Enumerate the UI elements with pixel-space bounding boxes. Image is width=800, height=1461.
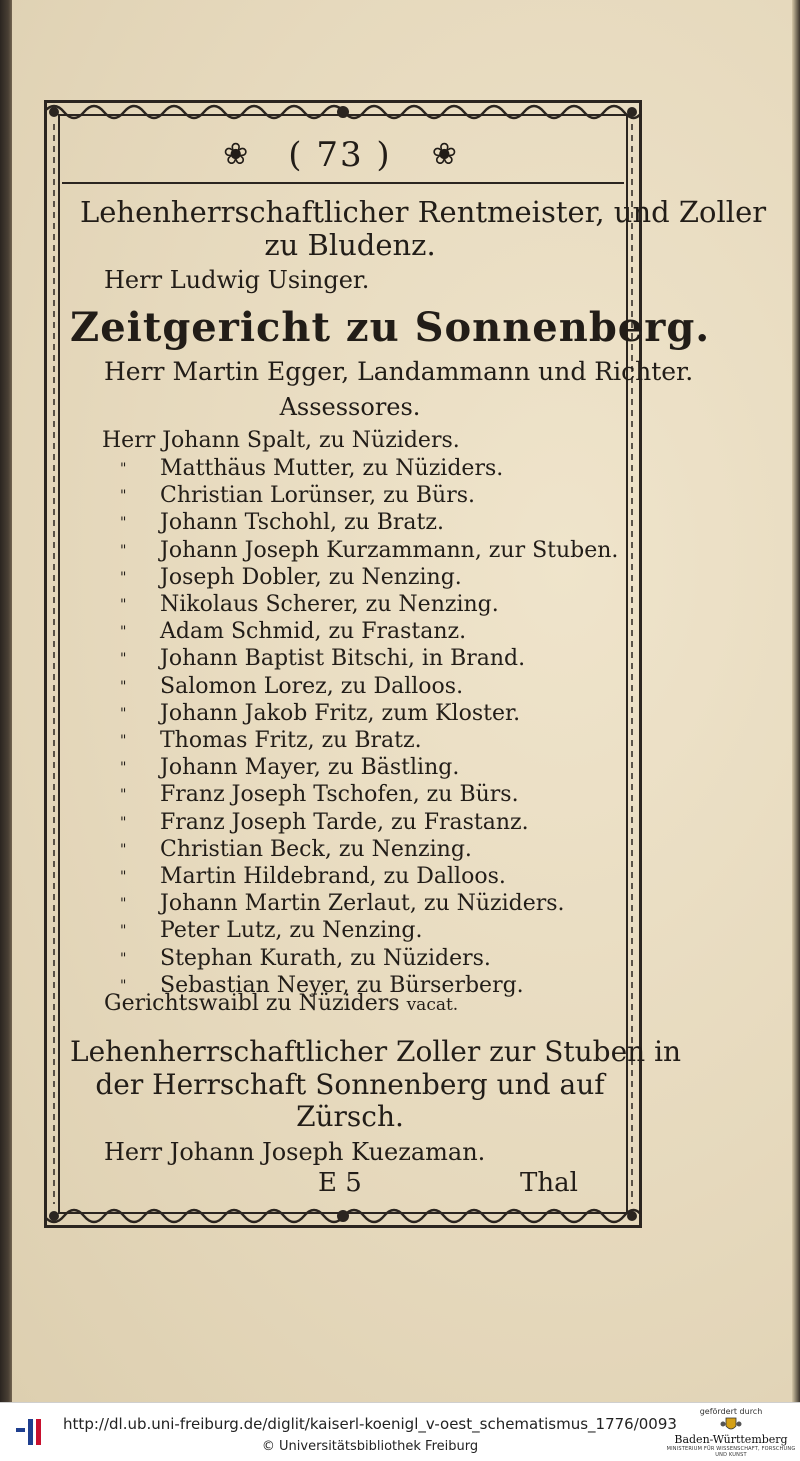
assessor-lead: Herr Johann Spalt, zu Nüziders. xyxy=(102,428,460,453)
assessor-entry xyxy=(120,564,462,591)
ornament-border-bottom xyxy=(44,1204,642,1228)
assessor-entry xyxy=(120,727,422,754)
ditto-mark: " xyxy=(120,895,127,912)
assessor-name: Johann Baptist Bitschi, in Brand. xyxy=(160,646,526,671)
ditto-mark: " xyxy=(120,650,127,667)
ditto-mark: " xyxy=(120,841,127,858)
section2-judge: Herr Martin Egger, Landammann und Richter. xyxy=(104,357,694,386)
assessor-entry xyxy=(120,754,459,781)
assessor-entry xyxy=(120,591,499,618)
page-header xyxy=(150,130,530,180)
ditto-mark: " xyxy=(120,868,127,885)
section3-title-line3: Zürsch. xyxy=(296,1100,404,1133)
assessor-entry xyxy=(120,455,503,482)
assessor-entry xyxy=(120,863,506,890)
flower-ornament-icon: ❀ xyxy=(431,137,457,172)
page-edge xyxy=(792,0,800,1402)
section3-person: Herr Johann Joseph Kuezaman. xyxy=(104,1138,486,1166)
signature-mark: E 5 xyxy=(318,1168,362,1198)
assessor-name: Johann Tschohl, zu Bratz. xyxy=(160,510,444,535)
section1-title-line2: zu Bludenz. xyxy=(264,228,436,262)
ditto-mark: " xyxy=(120,705,127,722)
ditto-mark: " xyxy=(120,759,127,776)
vacat-note: vacat. xyxy=(406,995,459,1015)
flower-ornament-icon: ❀ xyxy=(223,137,249,172)
viewer-footer xyxy=(0,1402,800,1461)
sponsor-badge xyxy=(666,1407,796,1459)
section1-person: Herr Ludwig Usinger. xyxy=(104,266,370,294)
ditto-mark: " xyxy=(120,950,127,967)
assessor-name: Thomas Fritz, zu Bratz. xyxy=(160,728,422,753)
assessor-name: Peter Lutz, zu Nenzing. xyxy=(160,918,423,943)
ditto-mark: " xyxy=(120,977,127,994)
assessor-name: Johann Joseph Kurzammann, zur Stuben. xyxy=(160,538,619,563)
assessor-name: Johann Jakob Fritz, zum Kloster. xyxy=(160,701,521,726)
assessor-entry xyxy=(120,917,422,944)
assessor-name: Franz Joseph Tarde, zu Frastanz. xyxy=(160,810,529,835)
assessor-entry xyxy=(120,781,519,808)
ditto-mark: " xyxy=(120,542,127,559)
ditto-mark: " xyxy=(120,514,127,531)
assessor-name: Franz Joseph Tschofen, zu Bürs. xyxy=(160,782,519,807)
assessor-entry xyxy=(120,890,565,917)
assessores-heading: Assessores. xyxy=(279,393,421,421)
ditto-mark: " xyxy=(120,569,127,586)
assessor-name: Matthäus Mutter, zu Nüziders. xyxy=(160,456,504,481)
copyright-notice: © Universitätsbibliothek Freiburg xyxy=(261,1439,479,1454)
assessor-name: Christian Beck, zu Nenzing. xyxy=(160,837,472,862)
assessor-name: Christian Lorünser, zu Bürs. xyxy=(160,483,475,508)
assessor-name: Nikolaus Scherer, zu Nenzing. xyxy=(160,592,499,617)
ditto-mark: " xyxy=(120,786,127,803)
catchword: Thal xyxy=(520,1168,578,1198)
assessor-entry xyxy=(120,945,491,972)
ditto-mark: " xyxy=(120,623,127,640)
ditto-mark: " xyxy=(120,460,127,477)
section1-title-line1: Lehenherrschaftlicher Rentmeister, und Zoller xyxy=(80,195,767,229)
gerichtswaibl-text: Gerichtswaibl zu Nüziders xyxy=(104,991,400,1016)
assessor-entry xyxy=(120,836,472,863)
ditto-mark: " xyxy=(120,487,127,504)
assessor-entry xyxy=(120,618,466,645)
section3-title-line2: der Herrschaft Sonnenberg und auf xyxy=(95,1068,605,1101)
assessor-name: Stephan Kurath, zu Nüziders. xyxy=(160,946,491,971)
assessor-name: Salomon Lorez, zu Dalloos. xyxy=(160,674,464,699)
sponsor-name: Baden-Württemberg xyxy=(674,1433,788,1446)
section2-title: Zeitgericht zu Sonnenberg. xyxy=(70,304,711,351)
assessor-name: Adam Schmid, zu Frastanz. xyxy=(160,619,467,644)
assessor-name: Sebastian Neyer, zu Bürserberg. xyxy=(160,973,524,998)
coat-of-arms-icon xyxy=(720,1417,742,1433)
assessor-entry xyxy=(120,700,520,727)
assessor-entry xyxy=(120,645,525,672)
ornament-border-top xyxy=(44,100,642,124)
header-rule xyxy=(62,182,624,184)
ditto-mark: " xyxy=(120,922,127,939)
assessor-name: Johann Mayer, zu Bästling. xyxy=(160,755,460,780)
assessor-entry xyxy=(120,509,444,536)
page-number: ( 73 ) xyxy=(288,135,392,175)
assessor-entry xyxy=(120,482,475,509)
assessor-name: Martin Hildebrand, zu Dalloos. xyxy=(160,864,506,889)
assessor-name: Joseph Dobler, zu Nenzing. xyxy=(160,565,462,590)
ditto-mark: " xyxy=(120,814,127,831)
ditto-mark: " xyxy=(120,596,127,613)
assessor-name: Johann Martin Zerlaut, zu Nüziders. xyxy=(160,891,565,916)
library-logo-icon xyxy=(14,1413,48,1451)
ornament-border-left xyxy=(42,124,60,1204)
gerichtswaibl-line xyxy=(104,991,458,1016)
ditto-mark: " xyxy=(120,732,127,749)
assessor-entry xyxy=(120,537,618,564)
sponsor-label: gefördert durch xyxy=(699,1407,763,1416)
source-url-link[interactable]: http://dl.ub.uni-freiburg.de/diglit/kaiserl-koenigl_v-oest_schematismus_1776/0093 xyxy=(63,1415,677,1433)
assessor-entry xyxy=(120,809,529,836)
sponsor-ministry: MINISTERIUM FÜR WISSENSCHAFT, FORSCHUNG UND KUNST xyxy=(666,1446,796,1458)
assessor-entry xyxy=(120,673,463,700)
section3-title-line1: Lehenherrschaftlicher Zoller zur Stuben in xyxy=(70,1035,682,1068)
ditto-mark: " xyxy=(120,678,127,695)
